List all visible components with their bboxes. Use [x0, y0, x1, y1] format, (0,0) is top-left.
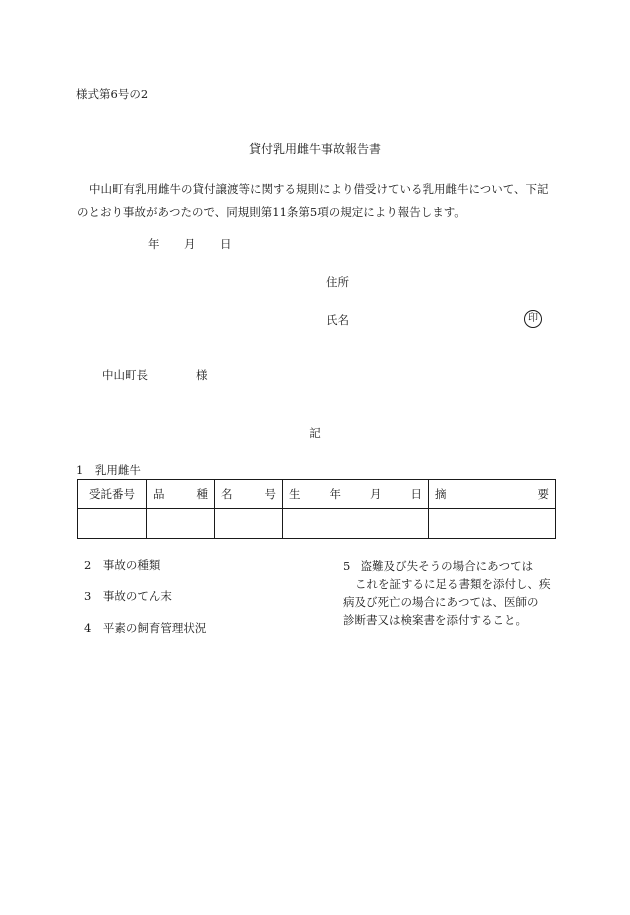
section-1-heading: 1 乳用雌牛	[76, 463, 141, 477]
header-char: 年	[329, 487, 341, 501]
ki-heading: 記	[309, 426, 321, 440]
attachment-note	[343, 557, 559, 629]
item-accident-type: 2 事故の種類	[84, 558, 161, 572]
col-birth-date	[283, 480, 429, 509]
table-cell[interactable]	[147, 509, 215, 539]
addressee-honorific: 様	[196, 368, 208, 382]
header-char: 要	[537, 487, 549, 501]
cattle-table	[77, 479, 556, 539]
col-consignment-number	[78, 480, 147, 509]
header-char: 品	[153, 487, 165, 501]
name-label: 氏名	[326, 313, 349, 327]
header-char: 受託番号	[89, 487, 135, 501]
header-char: 名	[221, 487, 233, 501]
note-line: 病及び死亡の場合にあつては、医師の	[343, 595, 539, 609]
date-day-label: 日	[220, 237, 232, 251]
header-char: 種	[196, 487, 208, 501]
item-management-status: 4 平素の飼育管理状況	[84, 621, 207, 635]
col-remarks	[429, 480, 556, 509]
header-char: 号	[264, 487, 276, 501]
header-char: 日	[410, 487, 422, 501]
table-cell[interactable]	[78, 509, 147, 539]
header-char: 摘	[435, 487, 447, 501]
col-name	[215, 480, 283, 509]
document-title: 貸付乳用雌牛事故報告書	[248, 142, 381, 156]
table-cell[interactable]	[215, 509, 283, 539]
table-cell[interactable]	[429, 509, 556, 539]
col-breed	[147, 480, 215, 509]
header-char: 生	[289, 487, 301, 501]
table-header-row	[78, 480, 556, 509]
note-number: 5	[343, 559, 351, 573]
table-cell[interactable]	[283, 509, 429, 539]
address-label: 住所	[326, 275, 349, 289]
table-row	[78, 509, 556, 539]
seal-mark: 印	[524, 310, 542, 328]
note-line	[343, 557, 559, 575]
note-line: 診断書又は検案書を添付すること。	[343, 613, 527, 627]
date-year-label: 年	[148, 237, 160, 251]
addressee-name: 中山町長	[102, 368, 148, 382]
item-accident-details: 3 事故のてん末	[84, 589, 172, 603]
header-char: 月	[370, 487, 382, 501]
form-number: 様式第6号の2	[76, 87, 149, 101]
note-line: これを証するに足る書類を添付し、疾	[355, 577, 551, 591]
date-month-label: 月	[184, 237, 196, 251]
intro-paragraph: 中山町有乳用雌牛の貸付譲渡等に関する規則により借受けている乳用雌牛について、下記のとおり事故があつたので、同規則第11条第5項の規定により報告します。	[77, 182, 549, 219]
note-text: 盗難及び失そうの場合にあつては	[360, 559, 534, 573]
